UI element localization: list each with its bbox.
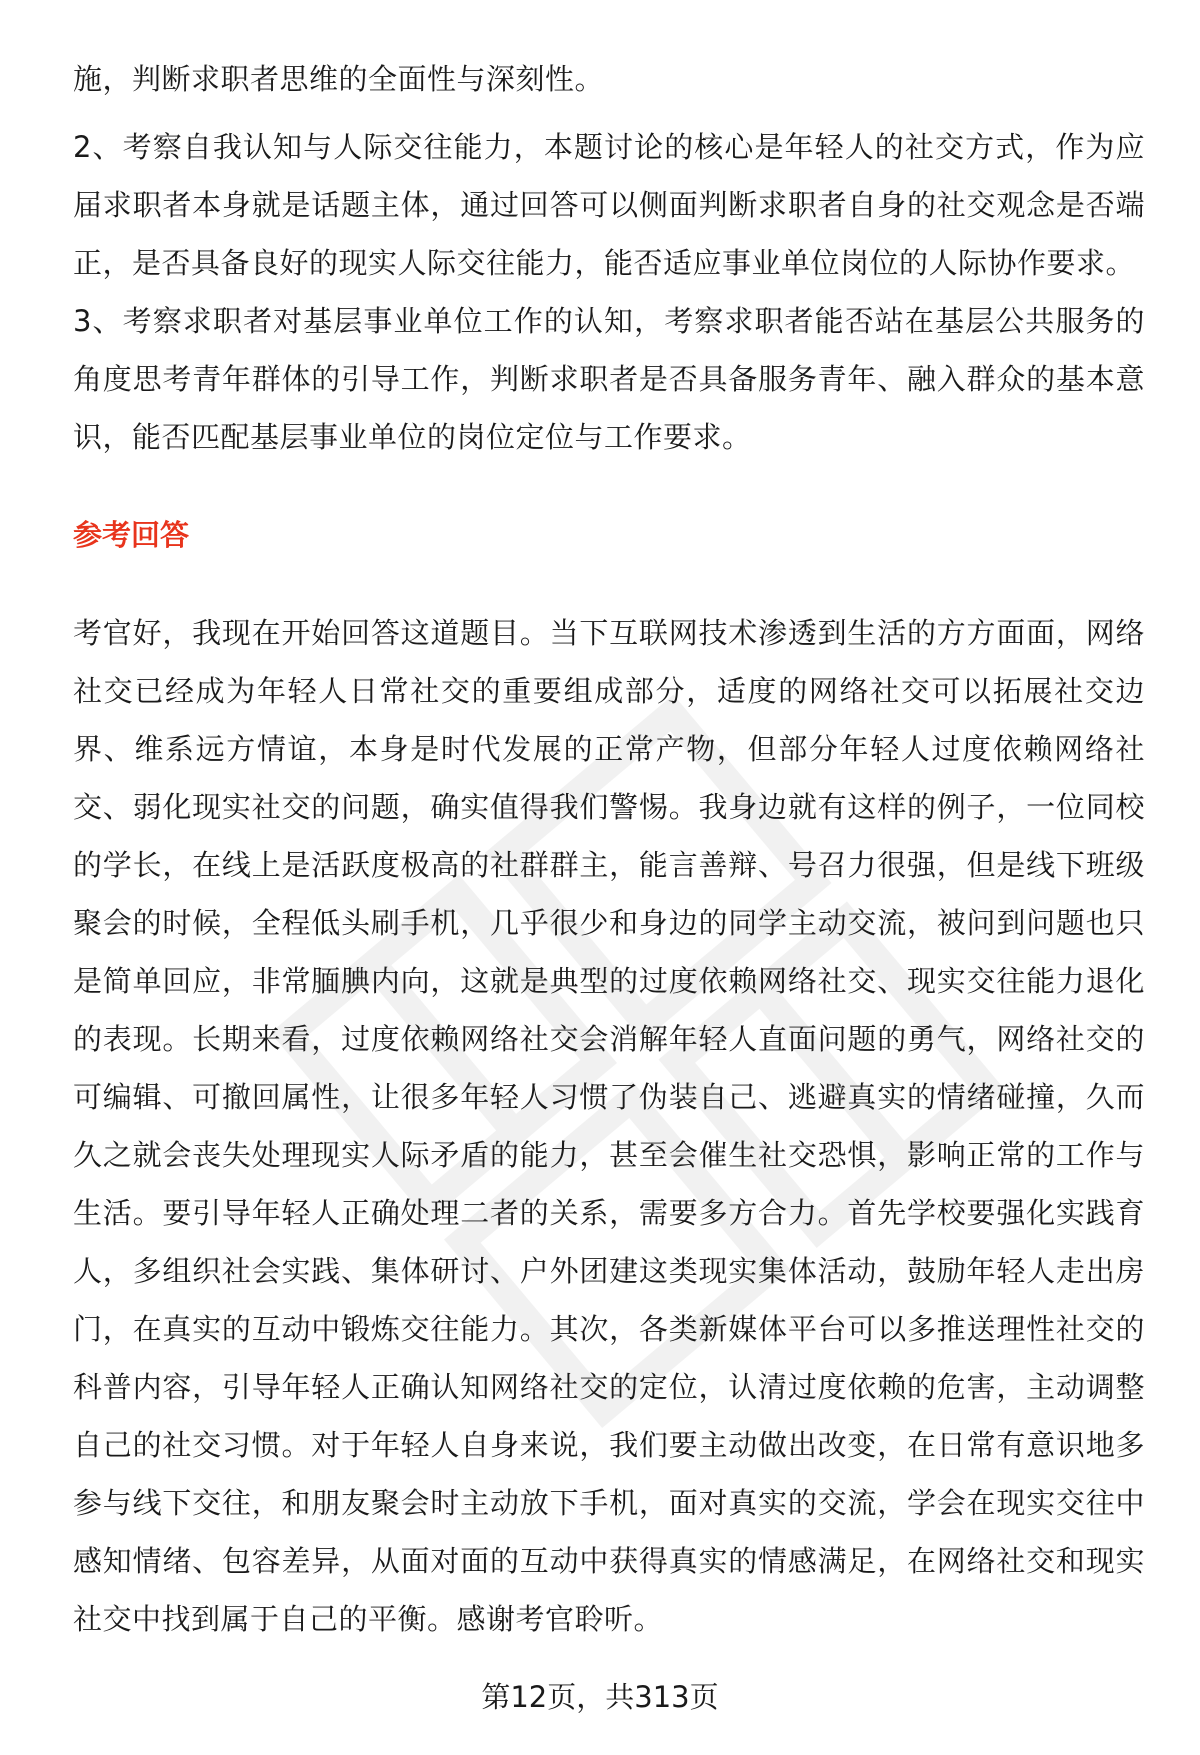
- analysis-point-continuation: 施，判断求职者思维的全面性与深刻性。: [73, 62, 605, 96]
- reference-answer-paragraph: 考官好，我现在开始回答这道题目。当下互联网技术渗透到生活的方方面面，网络社交已经成为年轻人日常社交的重要组成部分，适度的网络社交可以拓展社交边界、维系远方情谊，本身是时代发展的正常产物，但部分年轻人过度依赖网络社交、弱化现实社交的问题，确实值得我们警惕。我身边就有这样的例子，一位同校的学长，在线上是活跃度极高的社群群主，能言善辩、号召力很强，但是线下班级聚会的时候，全程低头刷手机，几乎很少和身边的同学主动交流，被问到问题也只是简单回应，非常腼腆内向，这就是典型的过度依赖网络社交、现实交往能力退化的表现。长期来看，过度依赖网络社交会消解年轻人直面问题的勇气，网络社交的可编辑、可撤回属性，让很多年轻人习惯了伪装自己、逃避真实的情绪碰撞，久而久之就会丧失处理现实人际矛盾的能力，甚至会催生社交恐惧，影响正常的工作与生活。要引导年轻人正确处理二者的关系，需要多方合力。首先学校要强化实践育人，多组织社会实践、集体研讨、户外团建这类现实集体活动，鼓励年轻人走出房门，在真实的互动中锻炼交往能力。其次，各类新媒体平台可以多推送理性社交的科普内容，引导年轻人正确认知网络社交的定位，认清过度依赖的危害，主动调整自己的社交习惯。对于年轻人自身来说，我们要主动做出改变，在日常有意识地多参与线下交往，和朋友聚会时主动放下手机，面对真实的交流，学会在现实交往中感知情绪、包容差异，从面对面的互动中获得真实的情感满足，在网络社交和现实社交中找到属于自己的平衡。感谢考官聆听。: [73, 616, 1145, 1636]
- spacer: [73, 466, 1145, 506]
- spacer: [73, 564, 1145, 604]
- page-number: 第12页，共313页: [481, 1680, 719, 1714]
- spacer: [73, 108, 1145, 118]
- analysis-point-2: 2、考察自我认知与人际交往能力，本题讨论的核心是年轻人的社交方式，作为应届求职者本身就是话题主体，通过回答可以侧面判断求职者自身的社交观念是否端正，是否具备良好的现实人际交往能力，能否适应事业单位岗位的人际协作要求。: [73, 130, 1145, 280]
- analysis-point-3: 3、考察求职者对基层事业单位工作的认知，考察求职者能否站在基层公共服务的角度思考青年群体的引导工作，判断求职者是否具备服务青年、融入群众的基本意识，能否匹配基层事业单位的岗位定位与工作要求。: [73, 304, 1145, 454]
- section-heading-reference-answer: 参考回答: [73, 518, 190, 552]
